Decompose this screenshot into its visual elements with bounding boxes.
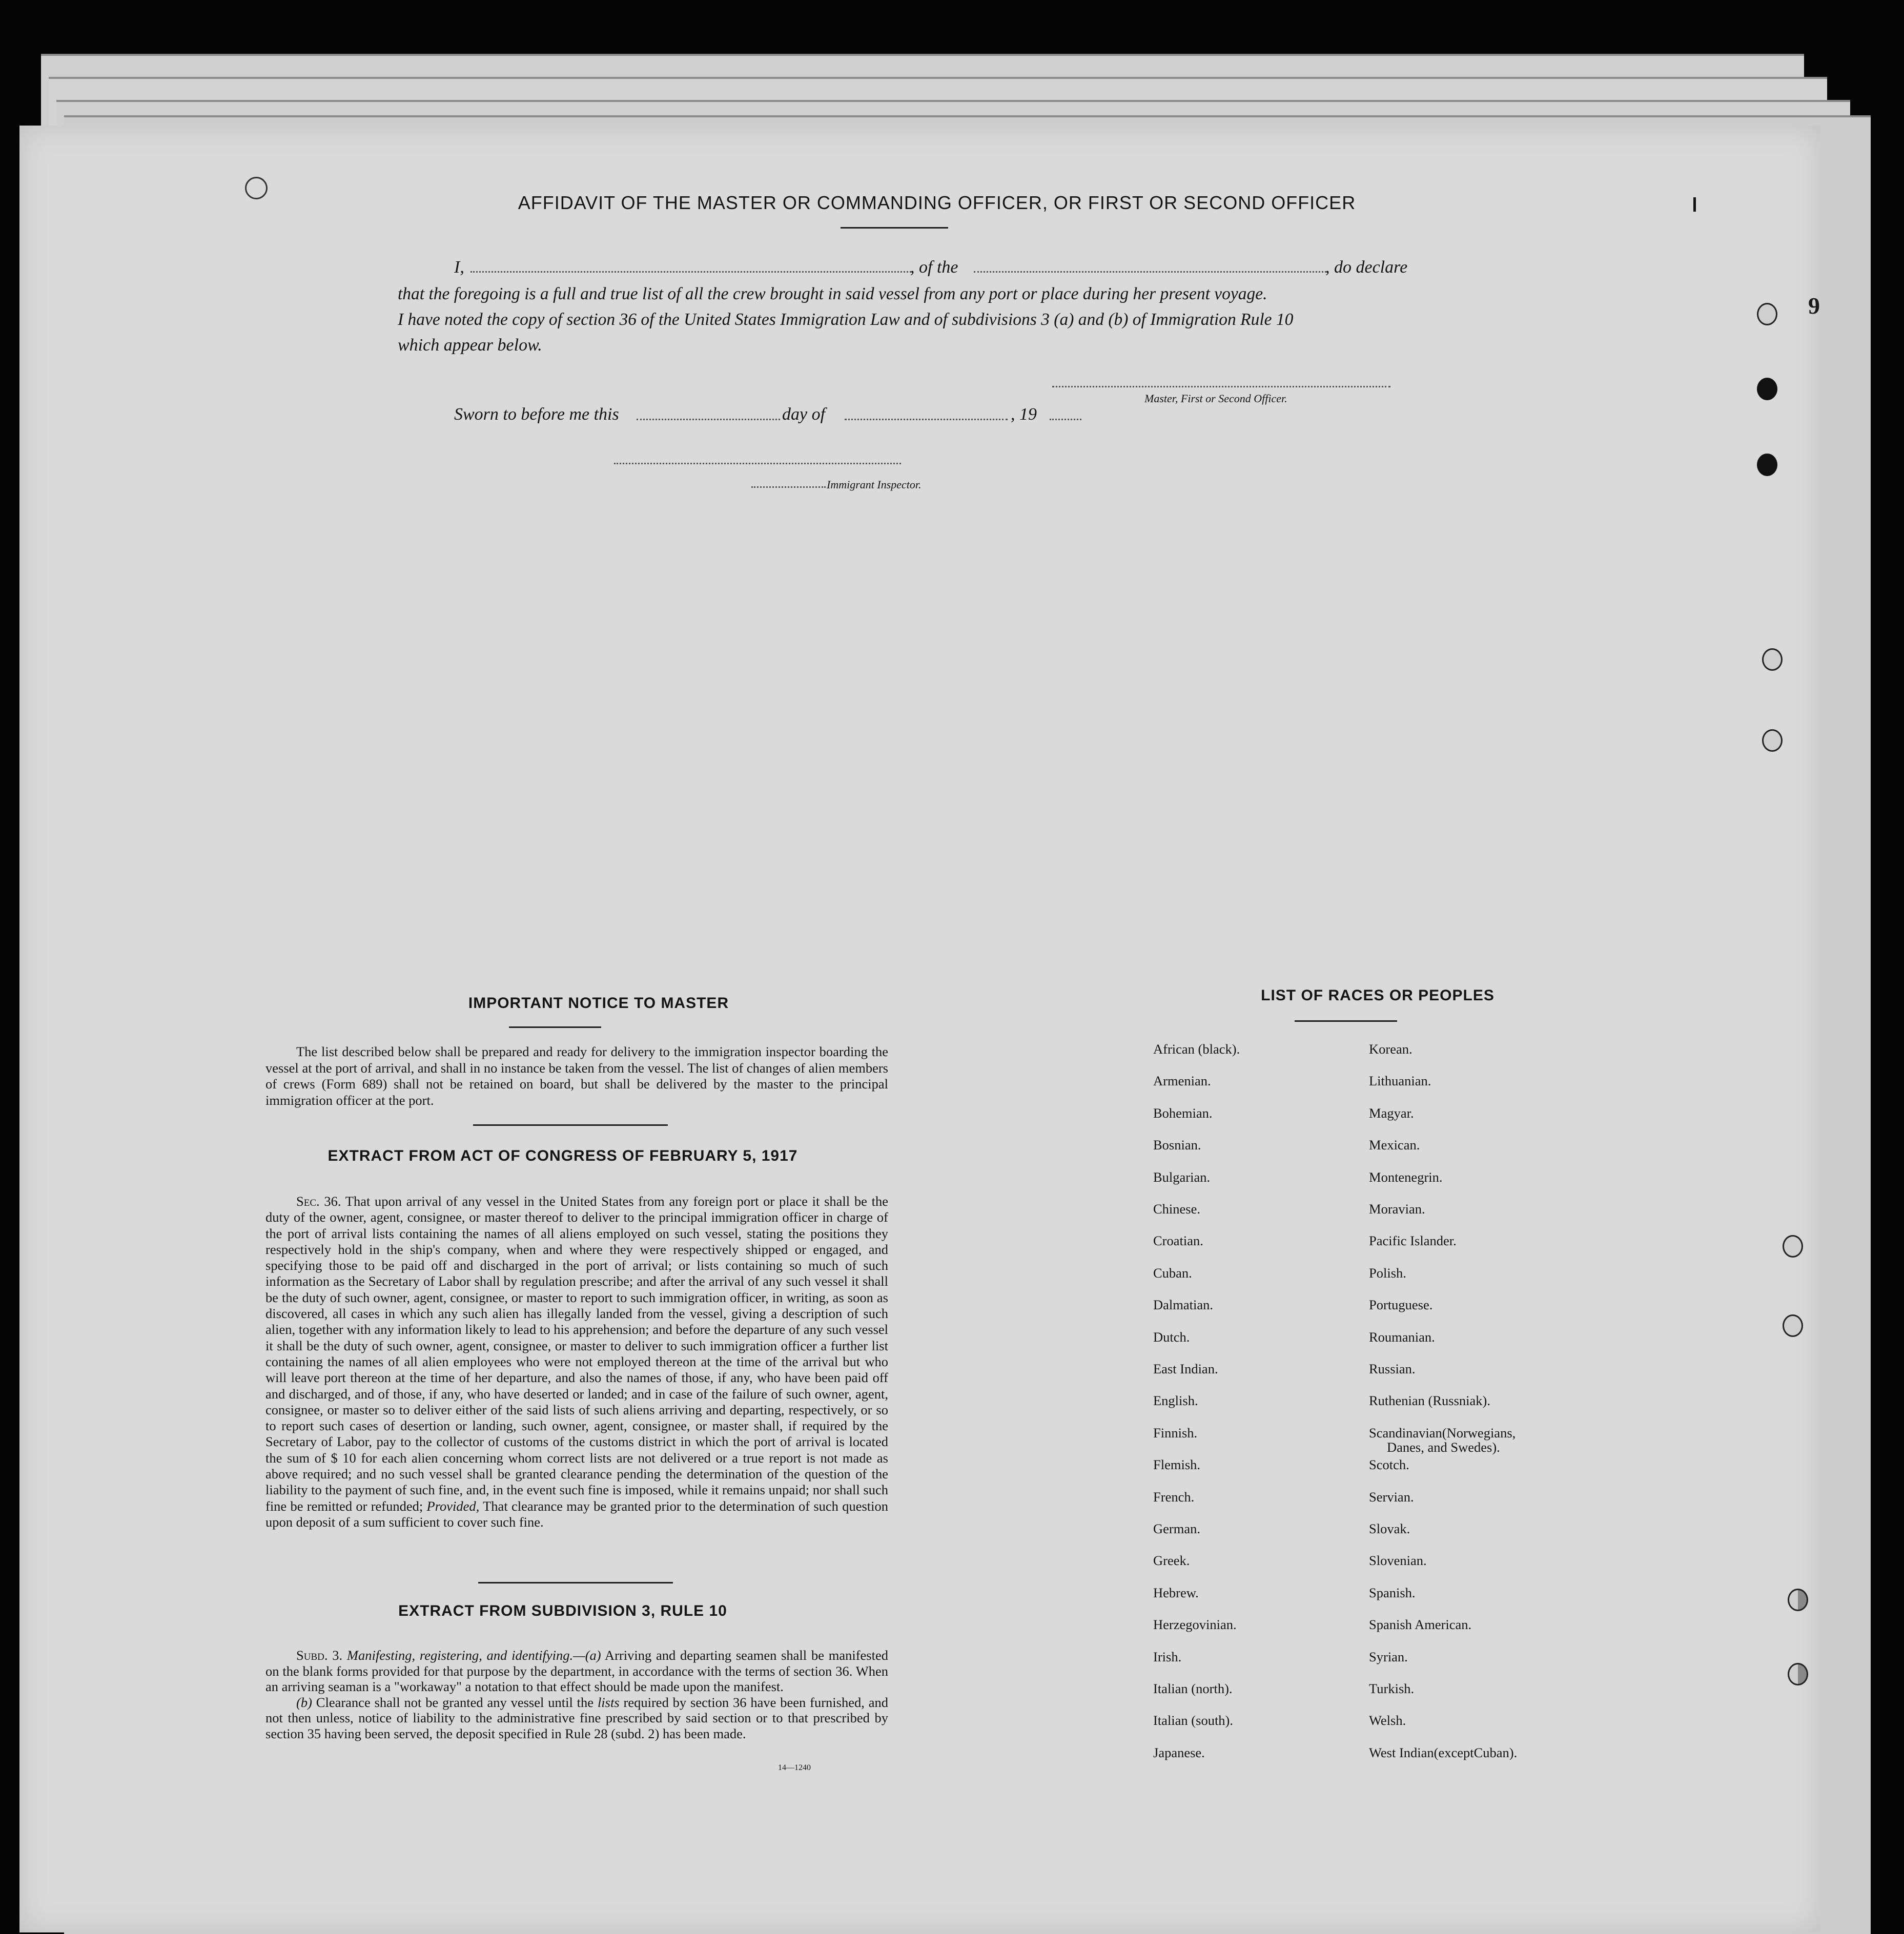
signature-line [1052,386,1390,387]
act-text-main: That upon arrival of any vessel in the United States from any foreign port or place it shall be the duty of the owner, agent, consignee, or master thereof to deliver to the principal immigration officer in charge of the port of arrival lists containing the names of all aliens employed on such vessel, stating the positions they respectively hold in the ship's company, when and where they were respectively shipped or engaged, and specifying those to be paid off and discharged in the port of arrival; or lists containing so much of such information as the Secretary of Labor shall by regulation prescribe; and after the arrival of any such vessel it shall be the duty of such owner, agent, consignee, or master to report to such immigration officer, in writing, as soon as discovered, all cases in which any such alien has illegally landed from the vessel, giving a description of such alien, together with any information likely to lead to his apprehension; and before the departure of any such vessel it shall be the duty of such owner, agent, consignee, or master to deliver to such immigration officer a further list containing the names of all alien employees who were not employed thereon at the time of the arrival but who will leave port thereon at the time of her departure, and also the names of those, if any, who have been paid off and discharged, and of those, if any, who have deserted or landed; and in case of the failure of such owner, agent, consignee, or master so to deliver either of the said lists of such aliens arriving and departing, respectively, or so to report such cases of desertion or landing, such owner, agent, consignee, or master shall, if required by the Secretary of Labor, pay to the collector of customs of the customs district in which the port of arrival is located the sum of $ 10 for each alien concerning whom correct lists are not delivered or a true report is not made as above required; and no such vessel shall be granted clearance pending the determination of the question of the liability to the payment of such fine, and, in the event such fine is imposed, while it remains unpaid; nor shall such fine be remitted or refunded; [265,1194,888,1514]
race-item: Spanish. [1369,1585,1416,1600]
act-text-end: That clearance may be granted prior to the determination of such question upon deposit of a sum sufficient to cover such fine. [265,1498,888,1530]
signature-caption: Master, First or Second Officer. [1144,392,1287,405]
lists-word: lists [597,1694,620,1710]
notice-heading-rule [509,1026,601,1028]
race-item-continuation: Danes, and Swedes). [1387,1439,1500,1455]
race-item: Ruthenian (Russniak). [1369,1393,1490,1409]
affidavit-line2: that the foregoing is a full and true list of all the crew brought in said vessel from any port or place during her present voyage. [398,284,1267,303]
race-item: Herzegovinian. [1153,1617,1237,1633]
race-item: Servian. [1369,1489,1414,1505]
binder-hole [1762,648,1783,671]
race-item: Cuban. [1153,1265,1192,1281]
act-text [265,1194,888,1530]
race-item: Mexican. [1369,1137,1420,1153]
subd-title: Manifesting, registering, and identifying.—(a) [342,1648,601,1663]
vessel-blank [974,271,1326,273]
b-label: (b) [296,1694,312,1710]
rule-heading: EXTRACT FROM SUBDIVISION 3, RULE 10 [398,1602,727,1619]
affidavit-line1-declare: , do declare [1325,258,1408,277]
act-paragraph [265,1194,888,1530]
race-item: Turkish. [1369,1681,1415,1696]
race-item: Moravian. [1369,1201,1425,1217]
rule-para-b-1: Clearance shall not be granted any vessel until the [312,1694,598,1710]
binder-hole [1783,1235,1803,1258]
sworn-label: Sworn to before me this [454,405,619,424]
binder-hole [1788,1663,1808,1685]
race-item: Hebrew. [1153,1585,1199,1600]
affidavit-line4: which appear below. [398,336,542,355]
binder-hole [1757,454,1777,476]
race-item: English. [1153,1393,1198,1409]
race-item: Pacific Islander. [1369,1233,1457,1249]
affidavit-line1-of-the: , of the [910,258,958,277]
race-item: Roumanian. [1369,1329,1435,1345]
race-item: Bohemian. [1153,1105,1213,1121]
notice-end-rule [473,1124,668,1126]
edge-page-number: 9 [1808,293,1820,319]
race-item: Bulgarian. [1153,1169,1211,1185]
day-of-label: day of [782,405,826,424]
race-item: Syrian. [1369,1649,1408,1664]
year-prefix: , 19 [1011,405,1037,424]
races-heading: LIST OF RACES OR PEOPLES [1261,987,1494,1004]
race-item: Montenegrin. [1369,1169,1443,1185]
inspector-caption-leader [751,486,826,488]
binder-hole [1757,303,1777,325]
name-blank [470,271,911,273]
margin-tick [1693,197,1696,212]
race-item: Welsh. [1369,1713,1406,1729]
race-item: Italian (north). [1153,1681,1233,1696]
notice-paragraph: The list described below shall be prepared and ready for delivery to the immigration inspector boarding the vessel at the port of arrival, and shall in no instance be taken from the vessel. The list of changes of alien members of crews (Form 689) shall not be retained on board, but shall be delivered by the master to the principal immigration officer at the port. [265,1044,888,1108]
race-item: Spanish American. [1369,1617,1472,1633]
affidavit-line3: I have noted the copy of section 36 of the United States Immigration Law and of subdivisions 3 (a) and (b) of Immigration Rule 10 [398,310,1294,329]
race-item: Korean. [1369,1041,1412,1057]
race-item: Magyar. [1369,1105,1414,1121]
binder-hole [1757,378,1777,400]
race-item: Japanese. [1153,1744,1205,1760]
inspector-caption: Immigrant Inspector. [827,478,922,491]
race-item: Slovenian. [1369,1553,1427,1569]
race-item: French. [1153,1489,1195,1505]
races-heading-rule [1295,1020,1397,1022]
rule-paragraph-a [265,1648,888,1695]
document-page [19,126,1820,1932]
race-item: East Indian. [1153,1361,1218,1376]
act-heading: EXTRACT FROM ACT OF CONGRESS OF FEBRUARY 5, 1917 [327,1147,798,1164]
subd-label: Subd. 3. [296,1648,343,1663]
sworn-month-blank [845,419,1008,420]
affidavit-title-rule [841,227,948,229]
binder-hole [1762,729,1783,752]
provided-word: Provided, [426,1498,480,1514]
race-item: Greek. [1153,1553,1190,1569]
rule-text [265,1648,888,1741]
binder-hole [1788,1589,1808,1611]
race-item: Finnish. [1153,1425,1198,1441]
race-item: Croatian. [1153,1233,1203,1249]
race-item: Scandinavian(Norwegians, [1369,1425,1516,1441]
act-end-rule [478,1582,673,1583]
notice-heading: IMPORTANT NOTICE TO MASTER [468,995,729,1012]
race-item: Lithuanian. [1369,1073,1431,1089]
race-item: Bosnian. [1153,1137,1201,1153]
race-item: Russian. [1369,1361,1416,1376]
sec-label: Sec. 36. [296,1194,341,1209]
race-item: Polish. [1369,1265,1406,1281]
affidavit-title: AFFIDAVIT OF THE MASTER OR COMMANDING OFFICER, OR FIRST OR SECOND OFFICER [518,192,1356,213]
race-item: German. [1153,1521,1200,1536]
rule-para-a: Arriving and departing seamen shall be manifested on the blank forms provided for that purpose by the department, in accordance with the terms of section 36. When an arriving seaman is a "workaway" a notation to that effect should be made upon the manifest. [265,1648,888,1694]
notice-text [265,1044,888,1108]
race-item: West Indian(exceptCuban). [1369,1744,1518,1760]
inspector-signature-line [614,463,901,464]
sworn-day-blank [637,419,780,420]
race-item: Dutch. [1153,1329,1190,1345]
rule-para-b-2: required by section 36 have been furnished, and not then unless, notice of liability to the administrative fine prescribed by said section or to that prescribed by section 35 having been served, the deposit specified in Rule 28 (subd. 2) has been made. [265,1694,889,1741]
race-item: Slovak. [1369,1521,1410,1536]
binder-hole [1783,1314,1803,1337]
affidavit-line1-i: I, [454,258,464,277]
sworn-year-blank [1050,419,1081,420]
race-item: Italian (south). [1153,1713,1234,1729]
race-item: Chinese. [1153,1201,1200,1217]
race-item: Flemish. [1153,1457,1201,1473]
race-item: Irish. [1153,1649,1182,1664]
stamp-mark [245,177,268,199]
form-number: 14—1240 [778,1763,811,1772]
race-item: Scotch. [1369,1457,1409,1473]
race-item: Dalmatian. [1153,1297,1213,1313]
race-item: African (black). [1153,1041,1240,1057]
race-item: Armenian. [1153,1073,1211,1089]
rule-paragraph-b [265,1695,888,1742]
race-item: Portuguese. [1369,1297,1433,1313]
